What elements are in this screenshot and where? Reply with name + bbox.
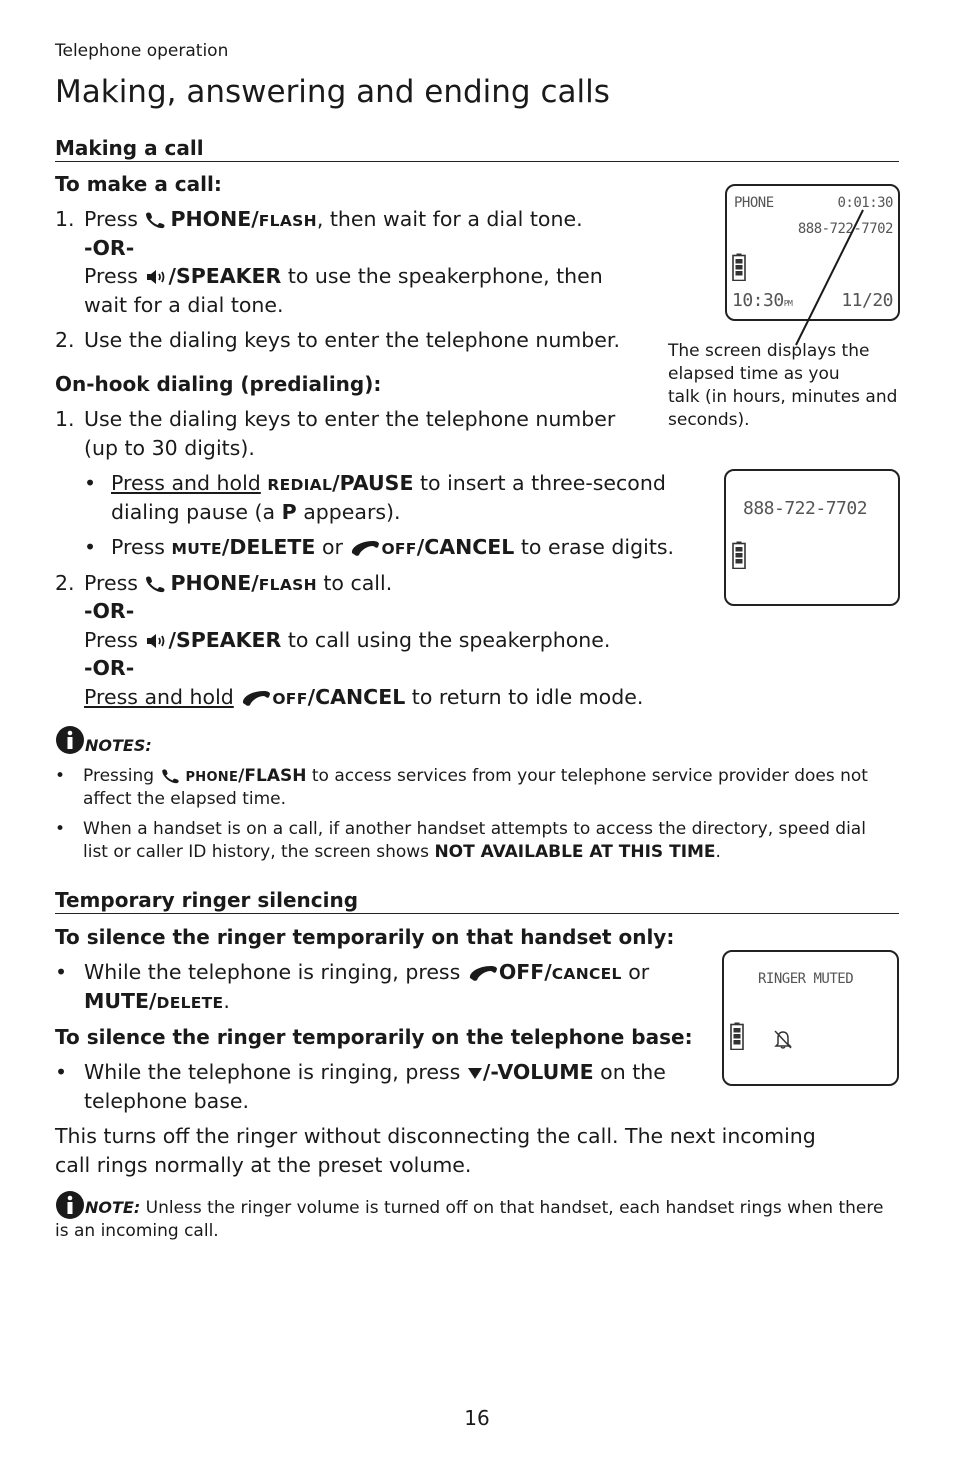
callout-line <box>780 200 870 350</box>
screen-caption: The screen displays the elapsed time as you talk (in hours, minutes and seconds). <box>668 341 898 430</box>
key-volume: /-VOLUME <box>482 1060 594 1084</box>
key-pause: /PAUSE <box>332 471 414 495</box>
text: Unless the ringer volume is turned off on that handset, each handset rings when there <box>140 1198 884 1218</box>
hangup-icon <box>467 964 499 982</box>
text: to insert a three-second <box>413 471 666 495</box>
text: Press and hold <box>84 684 234 709</box>
text: dialing pause (a <box>111 499 282 524</box>
phone-icon <box>144 575 170 593</box>
text: to access services from your telephone service provider does not <box>306 766 868 786</box>
text: affect the elapsed time. <box>83 789 287 809</box>
heading-ringer-silencing: Temporary ringer silencing <box>55 888 899 914</box>
text: Press <box>84 207 138 231</box>
text: or <box>621 960 650 984</box>
ringer-base-list <box>55 1058 715 1115</box>
key-speaker: /SPEAKER <box>168 264 282 288</box>
step-list-onhook <box>55 405 735 713</box>
text: to use the speakerphone, then <box>281 264 603 288</box>
step-number: 2. <box>55 570 75 595</box>
notes-list <box>55 765 905 864</box>
key-flash: /FLASH <box>238 766 307 786</box>
heading-to-make-a-call: To make a call: <box>55 172 222 196</box>
or-separator: -OR- <box>84 235 135 260</box>
text: Pressing <box>83 766 160 786</box>
battery-icon <box>730 1022 744 1050</box>
page-number: 16 <box>464 1406 490 1430</box>
notes-label: NOTES: <box>85 736 152 755</box>
key-off: OFF <box>381 540 417 558</box>
ringer-off-icon <box>772 1028 794 1050</box>
key-phone: PHONE/ <box>170 570 259 595</box>
text: . <box>715 842 721 862</box>
heading-onhook-dialing: On-hook dialing (predialing): <box>55 372 382 396</box>
key-off: OFF <box>272 689 308 708</box>
ringer-handset-list <box>55 958 715 1017</box>
hangup-icon <box>349 539 381 557</box>
ringer-paragraph: This turns off the ringer without disconnecting the call. The next incoming call rings normally at the preset volume. <box>55 1124 816 1177</box>
screen-message: NOT AVAILABLE AT THIS TIME <box>434 842 716 862</box>
info-icon <box>55 1190 85 1220</box>
heading-making-a-call: Making a call <box>55 136 899 162</box>
screen-timer: 0:01:30 <box>837 195 893 211</box>
screen-label: RINGER MUTED <box>758 971 854 987</box>
key-phone: PHONE/ <box>170 207 259 231</box>
text: Press and hold <box>111 471 261 495</box>
phone-icon <box>144 211 170 229</box>
heading-silence-base: To silence the ringer temporarily on the telephone base: <box>55 1025 693 1049</box>
heading-silence-handset: To silence the ringer temporarily on that handset only: <box>55 925 675 949</box>
text: While the telephone is ringing, press <box>84 960 461 984</box>
key-speaker: /SPEAKER <box>168 627 282 652</box>
key-delete: /DELETE <box>221 535 316 559</box>
text: Use the dialing keys to enter the telephone number <box>84 407 616 431</box>
screen-date: 11/20 <box>841 290 893 311</box>
bullet: • <box>84 471 97 495</box>
or-separator: -OR- <box>84 599 135 623</box>
note-block <box>55 1190 905 1243</box>
bullet: • <box>55 1060 68 1084</box>
text: to call using the speakerphone. <box>281 627 611 652</box>
text: is an incoming call. <box>55 1221 219 1241</box>
info-icon <box>55 725 85 755</box>
text: Press <box>84 264 138 288</box>
key-cancel: /CANCEL <box>416 535 515 559</box>
screen-time: 10:30PM <box>732 290 793 311</box>
key-off: OFF/ <box>498 960 552 984</box>
key-phone: PHONE <box>185 770 239 785</box>
bullet: • <box>84 535 97 559</box>
step-number: 2. <box>55 328 75 352</box>
speaker-icon <box>144 632 168 650</box>
screen-label: PHONE <box>734 195 774 211</box>
text: to call. <box>316 570 393 595</box>
key-redial: REDIAL <box>267 476 333 494</box>
text: on the <box>593 1060 666 1084</box>
note-label: NOTE: <box>85 1198 141 1217</box>
hangup-icon <box>240 689 272 707</box>
bullet: • <box>55 960 68 984</box>
text: . <box>223 988 230 1013</box>
handset-screen-ringer-muted <box>722 950 899 1086</box>
screen-number: 888-722-7702 <box>797 221 893 237</box>
key-flash: FLASH <box>258 212 317 230</box>
speaker-icon <box>144 268 168 286</box>
key-cancel: /CANCEL <box>307 684 406 709</box>
battery-icon <box>732 253 746 281</box>
handset-screen-predial <box>724 469 900 606</box>
step-list-make-call <box>55 205 695 355</box>
down-arrow-icon <box>467 1066 483 1080</box>
step-number: 1. <box>55 207 75 231</box>
key-cancel: CANCEL <box>551 965 622 983</box>
text: to erase digits. <box>514 535 675 559</box>
text: to return to idle mode. <box>405 684 644 709</box>
screen-number: 888-722-7702 <box>743 498 868 519</box>
bullet: • <box>55 819 66 839</box>
key-flash: FLASH <box>258 575 317 594</box>
key-mute: MUTE <box>171 540 222 558</box>
step-number: 1. <box>55 407 75 431</box>
text: Press <box>84 627 138 652</box>
text: appears). <box>296 499 401 524</box>
text: , then wait for a dial tone. <box>316 207 583 231</box>
notes-header <box>55 725 152 755</box>
text: telephone base. <box>84 1088 250 1113</box>
or-separator: -OR- <box>84 656 135 680</box>
key-mute: MUTE/ <box>84 988 157 1013</box>
phone-icon <box>159 768 185 784</box>
text: (up to 30 digits). <box>84 435 255 460</box>
text: wait for a dial tone. <box>84 292 284 317</box>
text: Press <box>84 570 138 595</box>
text: Press <box>111 535 172 559</box>
section-label: Telephone operation <box>55 41 229 61</box>
key-delete: DELETE <box>156 993 224 1012</box>
text: Use the dialing keys to enter the telephone number. <box>84 328 620 352</box>
bullet: • <box>55 766 66 786</box>
text: While the telephone is ringing, press <box>84 1060 461 1084</box>
battery-icon <box>732 541 746 569</box>
text: or <box>315 535 350 559</box>
pause-symbol: P <box>281 499 297 524</box>
page-title: Making, answering and ending calls <box>55 74 610 110</box>
text: When a handset is on a call, if another handset attempts to access the directory, speed dial <box>83 819 866 839</box>
text: list or caller ID history, the screen shows <box>83 842 435 862</box>
